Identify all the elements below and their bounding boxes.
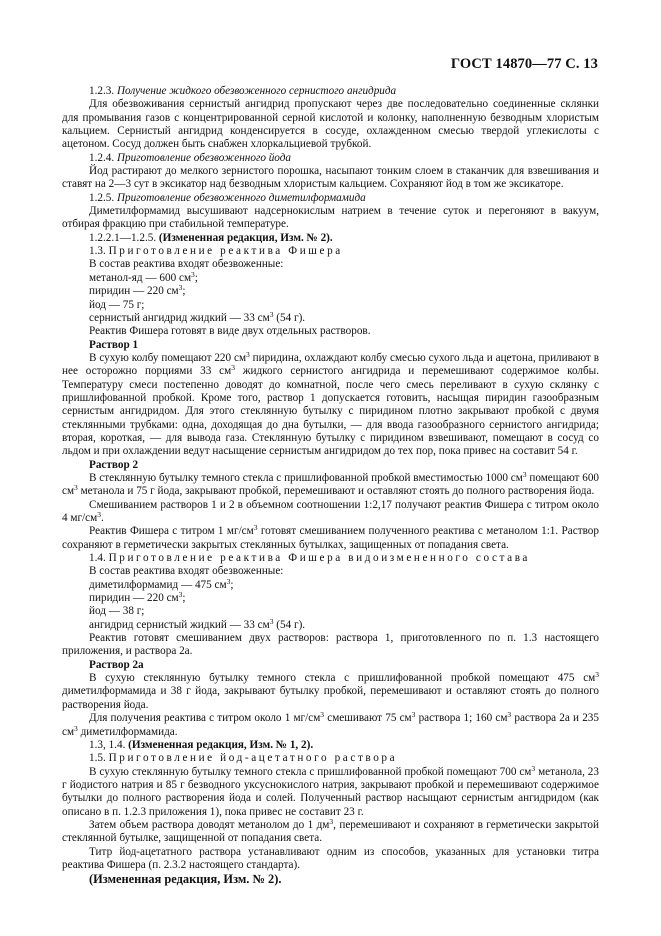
amendment-ref: 1.3, 1.4.	[89, 738, 126, 751]
paragraph	[62, 816, 599, 846]
text: Затем объем раствора доводят метанолом до 1 дм	[89, 818, 330, 831]
section-number: 1.4.	[89, 552, 106, 565]
ingredient-text: метанол-яд — 600 см	[89, 271, 192, 284]
paragraph: Диметилформамид высушивают надсернокислым натрием в течение суток и перегоняют в вакуум, отбирая фракцию при стабильной температуре.	[62, 205, 599, 231]
section-heading-1-2-4	[62, 152, 599, 165]
section-number: 1.5.	[89, 752, 106, 765]
ingredient-tail: ;	[194, 271, 198, 284]
superscript: 3	[320, 710, 325, 720]
superscript: 3	[522, 469, 527, 479]
superscript: 3	[74, 483, 78, 493]
text: Смешиванием растворов 1 и 2 в объемном соотношении 1:2,17 получают реактив Фишера с титром около 4 мг/см	[62, 498, 599, 524]
ingredient-item	[62, 309, 599, 325]
amendment-note	[62, 739, 599, 752]
text: жидкого сернистого ангидрида и перемешивают содержимое колбы. Температуру смеси постепенно доводят до комнатной, после чего смесь переливают в сухую склянку с пришлифованной пробкой. Кроме того, раствор 1 допускается готовить, насыщая пиридин газообразным сернистым ангидридом. Для этого стеклянную бутылку с пиридином плотно закрывают пробкой с двумя стеклянными трубками: одна, доходящая до дна бутылки, — для ввода газообразного сернистого ангидрида; вторая, короткая, — для вывода газа. Стеклянную бутылку с пиридином взвешивают, помещают в сосуд со льдом и при охлаждении ведут насыщение сернистым ангидридом до тех пор, пока привес на составит 54 г.	[62, 365, 599, 458]
superscript: 3	[253, 523, 258, 533]
ingredient-item	[62, 616, 599, 632]
section-heading-1-5	[62, 752, 599, 765]
paragraph	[62, 469, 600, 499]
superscript: 3	[231, 363, 235, 373]
amendment-text: (Измененная редакция, Изм. № 2).	[158, 231, 333, 244]
ingredient-tail: (54 г).	[273, 311, 306, 324]
paragraph: Йод растирают до мелкого зернистого порошка, насыпают тонким слоем в стаканчик для взвешивания и ставят на 2—3 сут в эксикатор над безводным хлористым кальцием. Сохраняют йод в том же эксикаторе.	[62, 165, 599, 191]
text: Реактив Фишера с титром 1 мг/см	[89, 525, 254, 538]
text: метанола и 75 г йода, закрывают пробкой, перемешивают и оставляют стоять до полного растворения йода.	[77, 485, 595, 498]
section-heading-1-2-3	[62, 85, 599, 98]
text: .	[100, 512, 104, 524]
ingredient-text: пиридин — 220 см	[89, 285, 179, 298]
superscript: 3	[269, 616, 274, 626]
superscript: 3	[411, 710, 416, 720]
text: раствора 1; 160 см	[415, 712, 508, 725]
text: В сухую стеклянную бутылку темного стекла с пришлифованной пробкой помещают 475 см	[89, 672, 596, 685]
text: Для получения реактива с титром около 1 мг/см	[89, 712, 321, 725]
solution-heading-2a: Раствор 2а	[89, 658, 144, 671]
paragraph: Для обезвоживания сернистый ангидрид пропускают через две последовательно соединенные склянки для промывания газов с концентрированной серной кислотой и колонку, наполненную безводным хлористым кальцием. Сернистый ангидрид конденсируется в сосуде, охлажденном смесью твердой углекислоты с ацетоном. Сосуд должен быть снабжен хлоркальциевой трубкой.	[62, 98, 599, 151]
amendment-text: (Измененная редакция, Изм. № 1, 2).	[128, 738, 314, 751]
ingredient-item	[62, 576, 599, 592]
section-title: Приготовление обезвоженного йода	[116, 151, 291, 164]
section-title: Приготовление реактива Фишера	[108, 245, 343, 258]
ingredient-text: йод — 75 г;	[89, 298, 145, 311]
superscript: 3	[507, 710, 512, 720]
section-heading-1-3	[62, 245, 599, 258]
text: диметилформамида.	[77, 725, 178, 738]
text: В сухую колбу помещают 220 см	[89, 351, 247, 364]
ingredient-tail: (54 г).	[273, 618, 306, 631]
text: помещают 600 см	[62, 471, 600, 498]
section-number: 1.3.	[89, 245, 106, 258]
paragraph	[62, 672, 599, 712]
superscript: 3	[226, 576, 231, 586]
ingredient-item	[62, 285, 599, 298]
text: В сухую стеклянную бутылку темного стекла с пришлифованной пробкой помещают 700 см	[89, 765, 532, 778]
amendment-note-final: (Измененная редакция, Изм. № 2).	[89, 872, 282, 887]
solution-heading-1: Раствор 1	[89, 338, 139, 351]
text: диметилформамида и 38 г йода, закрывают бутылку пробкой, перемешивают и оставляют стоять до полного растворения йода.	[62, 685, 599, 711]
ingredient-item	[62, 605, 599, 618]
superscript: 3	[74, 723, 78, 733]
superscript: 3	[531, 763, 536, 773]
ingredient-text: йод — 38 г;	[89, 605, 145, 618]
superscript: 3	[191, 269, 195, 279]
section-heading-1-4	[62, 552, 599, 565]
section-title: Приготовление йод-ацетатного раствора	[108, 752, 398, 765]
ingredient-tail: ;	[182, 285, 186, 298]
solution-heading-2: Раствор 2	[89, 458, 139, 471]
document-body	[62, 85, 599, 887]
ingredient-item	[62, 592, 599, 605]
paragraph: Реактив Фишера готовят в виде двух отдельных растворов.	[89, 325, 371, 338]
section-number: 1.2.5.	[89, 191, 115, 204]
section-title: Приготовление реактива Фишера видоизмененного состава	[108, 552, 530, 565]
paragraph	[62, 763, 599, 819]
paragraph: Реактив готовят смешиванием двух растворов: раствора 1, приготовленного по п. 1.3 настоящего приложения, и раствора 2а.	[62, 632, 599, 658]
text: раствора 2а и 235 см	[62, 712, 599, 738]
superscript: 3	[269, 309, 274, 319]
text: готовят смешиванием полученного реактива с метанолом 1:1. Раствор сохраняют в герметически закрытых стеклянных бутылках, защищенных от попадания света.	[62, 525, 599, 551]
section-number: 1.2.4.	[89, 151, 115, 164]
paragraph: Титр йод-ацетатного раствора устанавливают одним из способов, указанных для установки титра реактива Фишера (п. 2.3.2 настоящего стандарта).	[62, 845, 599, 871]
superscript: 3	[178, 590, 183, 600]
ingredient-text: диметилформамид — 475 см	[89, 578, 227, 591]
ingredient-text: пиридин — 220 см	[89, 592, 179, 605]
superscript: 3	[97, 510, 101, 519]
paragraph	[62, 525, 599, 552]
ingredient-item	[62, 269, 599, 285]
ingredient-text: ангидрид сернистый жидкий — 33 см	[89, 618, 270, 631]
paragraph	[62, 499, 599, 526]
section-number: 1.2.3.	[89, 85, 115, 97]
superscript: 3	[595, 670, 599, 680]
page-header: ГОСТ 14870—77 С. 13	[450, 56, 598, 72]
list-intro: В состав реактива входят обезвоженные:	[89, 565, 284, 578]
section-title: Приготовление обезвоженного диметилформамида	[116, 191, 366, 204]
amendment-ref: 1.2.2.1—1.2.5.	[89, 231, 157, 244]
ingredient-tail: ;	[230, 578, 234, 591]
ingredient-tail: ;	[182, 592, 186, 605]
text: пиридина, охлаждают колбу смесью сухого льда и ацетона, приливают в нее осторожно порциями 33 см	[62, 351, 599, 378]
text: смешивают 75 см	[324, 712, 412, 725]
superscript: 3	[246, 349, 250, 359]
paragraph	[62, 349, 599, 459]
paragraph	[62, 712, 599, 739]
ingredient-text: сернистый ангидрид жидкий — 33 см	[89, 311, 270, 324]
superscript: 3	[329, 816, 334, 826]
amendment-note	[62, 232, 599, 245]
text: метанола, 23 г йодистого натрия и 85 г безводного уксуснокислого натрия, закрывают пробкой и перемешивают содержимое бутылки до полного растворения йода и солей. Полученный раствор насыщают сернистым ангидридом (как описано в п. 1.2.3 приложения 1), пока привес не составит 23 г.	[62, 765, 599, 818]
section-heading-1-2-5	[62, 192, 599, 205]
text: В стеклянную бутылку темного стекла с пришлифованной пробкой вместимостью 1000 см	[89, 471, 523, 484]
text: , перемешивают и сохраняют в герметически закрытой стеклянной бутылке, защищенной от попадания света.	[62, 818, 599, 845]
list-intro: В состав реактива входят обезвоженные:	[89, 258, 284, 271]
superscript: 3	[178, 283, 183, 293]
section-title: Получение жидкого обезвоженного сернистого ангидрида	[116, 85, 397, 97]
ingredient-item	[62, 299, 599, 312]
